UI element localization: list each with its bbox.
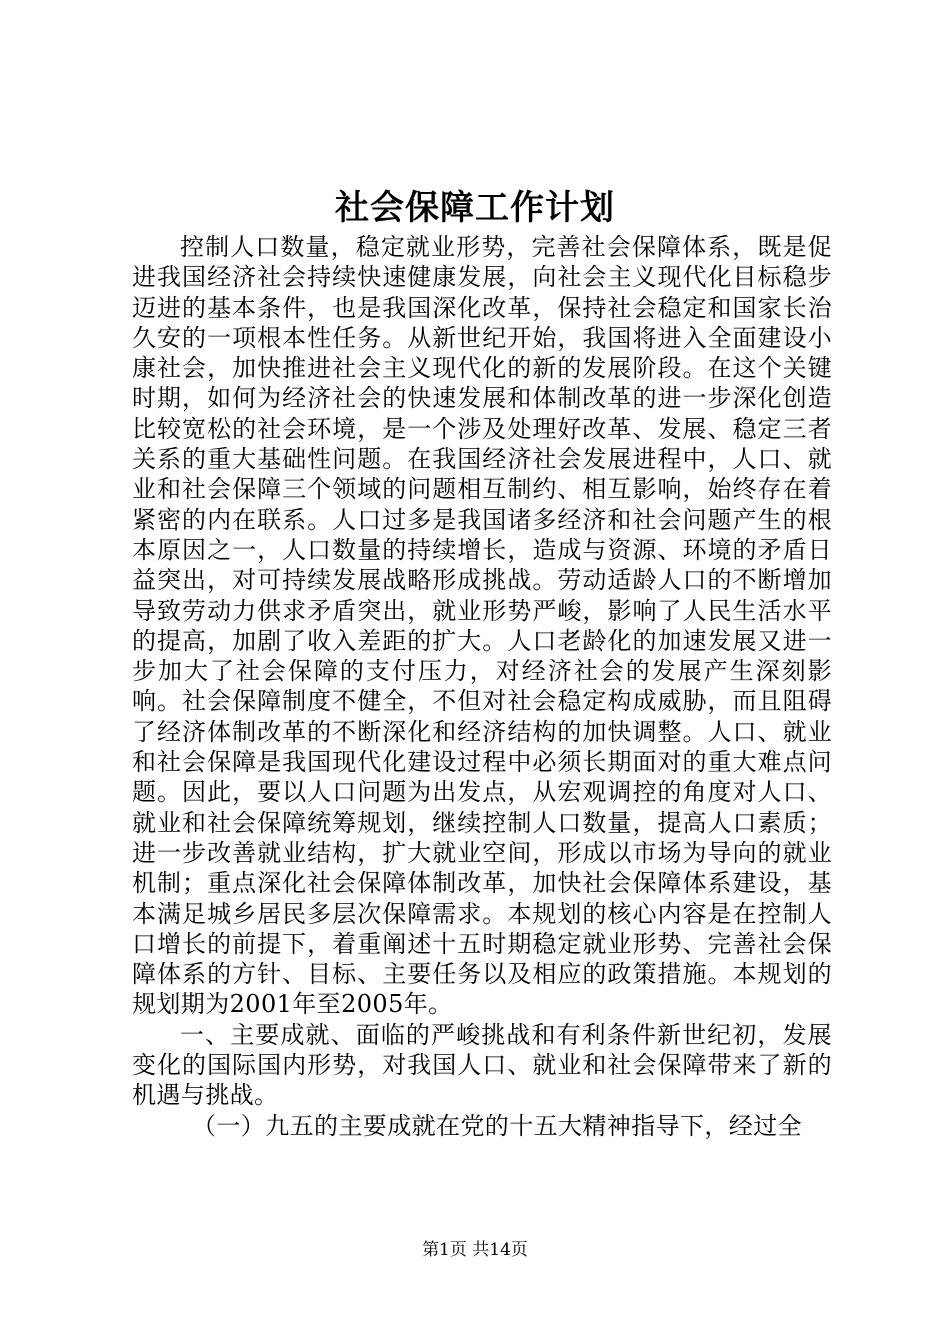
document-title: 社会保障工作计划 [335,188,615,228]
paragraph-intro: 控制人口数量，稳定就业形势，完善社会保障体系，既是促进我国经济社会持续快速健康发展，向社会主义现代化目标稳步迈进的基本条件，也是我国深化改革，保持社会稳定和国家长治久安的一项根本性任务。从新世纪开始，我国将进入全面建设小康社会，加快推进社会主义现代化的新的发展阶段。在这个关键时期，如何为经济社会的快速发展和体制改革的进一步深化创造比较宽松的社会环境，是一个涉及处理好改革、发展、稳定三者关系的重大基础性问题。在我国经济社会发展进程中，人口、就业和社会保障三个领域的问题相互制约、相互影响，始终存在着紧密的内在联系。人口过多是我国诸多经济和社会问题产生的根本原因之一，人口数量的持续增长，造成与资源、环境的矛盾日益突出，对可持续发展战略形成挑战。劳动适龄人口的不断增加导致劳动力供求矛盾突出，就业形势严峻，影响了人民生活水平的提高，加剧了收入差距的扩大。人口老龄化的加速发展又进一步加大了社会保障的支付压力，对经济社会的发展产生深刻影响。社会保障制度不健全，不但对社会稳定构成威胁，而且阻碍了经济体制改革的不断深化和经济结构的加快调整。人口、就业和社会保障是我国现代化建设过程中必须长期面对的重大难点问题。因此，要以人口问题为出发点，从宏观调控的角度对人口、就业和社会保障统筹规划，继续控制人口数量，提高人口素质；进一步改善就业结构，扩大就业空间，形成以市场为导向的就业机制；重点深化社会保障体制改革，加快社会保障体系建设，基本满足城乡居民多层次保障需求。本规划的核心内容是在控制人口增长的前提下，着重阐述十五时期稳定就业形势、完善社会保障体系的方针、目标、主要任务以及相应的政策措施。本规划的规划期为2001年至2005年。 [132,233,832,1019]
document-body [132,232,832,1141]
paragraph-section-one: 一、主要成就、面临的严峻挑战和有利条件新世纪初，发展变化的国际国内形势，对我国人口、就业和社会保障带来了新的机遇与挑战。 [132,1020,832,1110]
paragraph-subsection-one: （一）九五的主要成就在党的十五大精神指导下，经过全 [192,1111,802,1140]
page-number-footer: 第1页 共14页 [422,1240,528,1260]
